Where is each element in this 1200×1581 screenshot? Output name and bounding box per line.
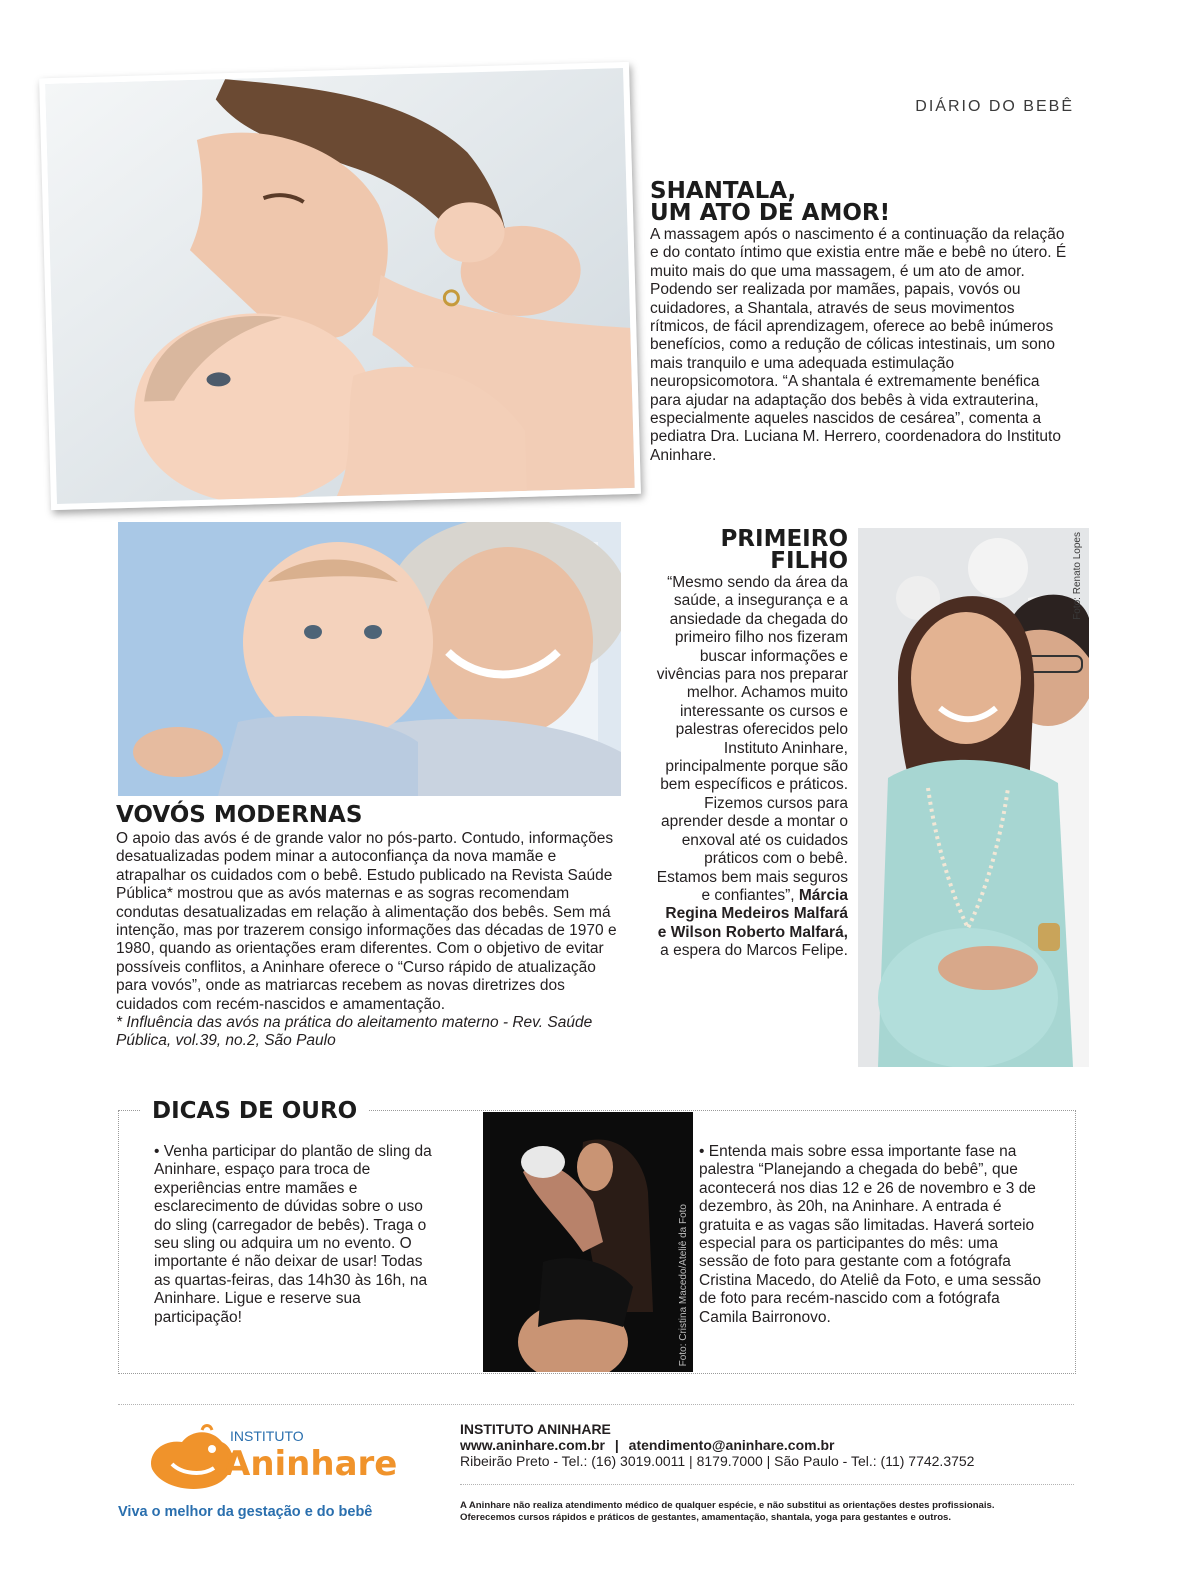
logo-small-text: INSTITUTO (230, 1428, 304, 1444)
footer-divider (118, 1404, 1074, 1405)
email-link[interactable]: atendimento@aninhare.com.br (628, 1437, 835, 1453)
grandmother-baby-illustration (118, 522, 621, 796)
logo-big-text: Aninhare (224, 1444, 398, 1484)
disclaimer-line2: Oferecemos cursos rápidos e práticos de gestantes, amamentação, shantala, yoga para gestantes e outros. (460, 1512, 952, 1523)
tip-one-text: • Venha participar do plantão de sling da Aninhare, espaço para troca de experiências entre mamães e esclarecimento de dúvidas sobre o uso do sling (carregador de bebês). Traga o seu sling ou adquira um no evento. O importante é não deixar de usar! Todas as quartas-feiras, das 14h30 às 16h, na Aninhare. Ligue e reserve sua participação! (154, 1143, 432, 1326)
vovos-footnote: * Influência das avós na prática do aleitamento materno - Rev. Saúde Pública, vol.39, no.2, São Paulo (116, 1014, 593, 1050)
contact-separator: | (614, 1437, 619, 1453)
website-link[interactable]: www.aninhare.com.br (460, 1437, 605, 1453)
primeiro-title-line2: FILHO (770, 548, 848, 574)
section-label: DIÁRIO DO BEBÊ (915, 98, 1074, 115)
couple-photo-credit: Foto: Renato Lopes (1072, 532, 1083, 620)
vovos-article (116, 804, 621, 1051)
phone-numbers: Ribeirão Preto - Tel.: (16) 3019.0011 | 8179.7000 | São Paulo - Tel.: (11) 7742.3752 (460, 1453, 975, 1469)
tip-two-text: • Entenda mais sobre essa importante fase na palestra “Planejando a chegada do bebê”, que acontecerá nos dias 12 e 26 de novembro e 3 de dezembro, às 20h, na Aninhare. A entrada é gratuita e as vagas são limitadas. Haverá sorteio especial para os participantes do mês: uma sessão de foto para gestante com a fotógrafa Cristina Macedo, do Ateliê da Foto, e uma sessão de foto para recém-nascido com a fotógrafa Camila Bairronovo. (699, 1143, 1042, 1326)
shantala-article (650, 180, 1080, 465)
mother-baby-photo (39, 62, 641, 510)
footer-disclaimer (460, 1500, 1080, 1524)
pregnant-woman-photo (483, 1112, 693, 1372)
tip-one (154, 1143, 434, 1327)
shantala-body: A massagem após o nascimento é a continuação da relação e do contato íntimo que existia entre mãe e bebê no útero. É muito mais do que uma massagem, é um ato de amor. Podendo ser realizada por mamães, papais, vovós ou cuidadores, a Shantala, através de seus movimentos rítmicos, de fácil aprendizagem, oferece ao bebê inúmeros benefícios, como a redução de cólicas intestinais, um sono mais tranquilo e uma adequada estimulação neuropsicomotora. “A shantala é extremamente benéfica para ajudar na adaptação dos bebês à vida extrauterina, especialmente aqueles nascidos de cesárea”, comenta a pediatra Dra. Luciana M. Herrero, coordenadora do Instituto Aninhare. (650, 226, 1067, 464)
tagline: Viva o melhor da gestação e do bebê (118, 1504, 373, 1520)
pregnant-woman-illustration (483, 1112, 693, 1372)
primeiro-quote: “Mesmo sendo da área da saúde, a insegurança e a ansiedade da chegada do primeiro filho nos fizeram buscar informações e vivências para nos preparar melhor. Achamos muito interessante os cursos e palestras oferecidos pelo Instituto Aninhare, principalmente porque são bem específicos e práticos. Fizemos cursos para aprender desde a montar o enxoval até os cuidados práticos com o bebê. Estamos bem mais seguros e confiantes”, (656, 574, 848, 904)
aninhare-logo (118, 1418, 428, 1528)
couple-illustration (858, 528, 1089, 1067)
shantala-title-line2: UM ATO DE AMOR! (650, 200, 891, 226)
pregnant-photo-credit: Foto: Cristina Macedo/Ateliê da Foto (678, 1203, 689, 1366)
primeiro-title-line1: PRIMEIRO (720, 526, 848, 552)
tips-title: DICAS DE OURO (140, 1098, 369, 1124)
primeiro-filho-article (656, 528, 848, 961)
tip-two (699, 1143, 1051, 1327)
couple-photo (858, 528, 1089, 1067)
primeiro-tail: a espera do Marcos Felipe. (660, 942, 848, 960)
disclaimer-line1: A Aninhare não realiza atendimento médico de qualquer espécie, e não substitui as orientações destes profissionais. (460, 1500, 995, 1511)
vovos-body: O apoio das avós é de grande valor no pós-parto. Contudo, informações desatualizadas podem minar a autoconfiança da nova mamãe e atrapalhar os cuidados com o bebê. Estudo publicado na Revista Saúde Pública* mostrou que as avós maternas e as sogras recomendam condutas desatualizadas em relação à alimentação dos bebês. Sem má intenção, mas por trazerem consigo informações das décadas de 1970 e 1980, quando as orientações eram diferentes. Com o objetivo de evitar possíveis conflitos, a Aninhare oferece o “Curso rápido de atualização para vovós”, onde as matriarcas recebem as novas diretrizes dos cuidados com recém-nascidos e amamentação. (116, 830, 617, 1013)
mother-baby-illustration (45, 68, 635, 504)
footer-contact (460, 1421, 1080, 1469)
primeiro-names: Márcia Regina Medeiros Malfará e Wilson Roberto Malfará, (657, 886, 848, 941)
footer-contact-divider (460, 1484, 1074, 1485)
grandmother-baby-photo (118, 522, 621, 796)
vovos-title: VOVÓS MODERNAS (116, 802, 363, 828)
org-name: INSTITUTO ANINHARE (460, 1421, 611, 1437)
shantala-title-line1: SHANTALA, (650, 178, 797, 204)
